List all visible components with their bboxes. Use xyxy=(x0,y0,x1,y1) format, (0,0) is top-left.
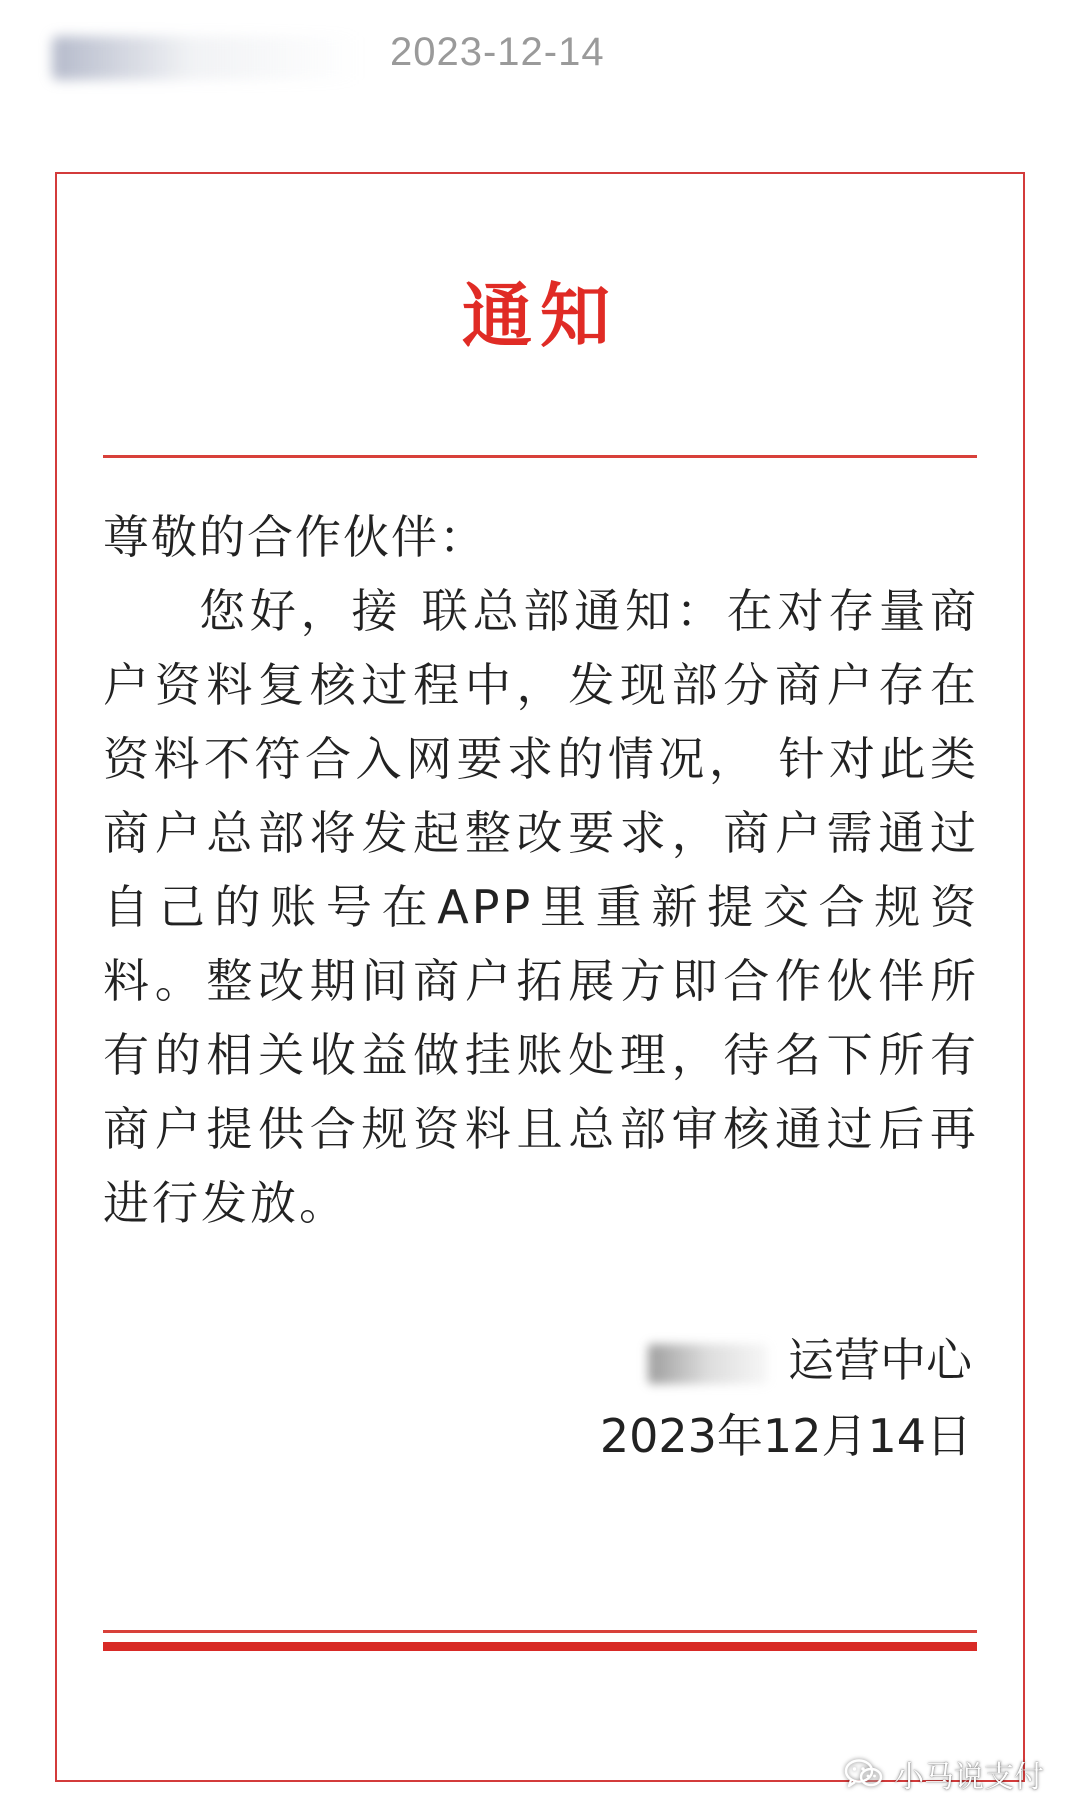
wechat-icon xyxy=(844,1758,884,1790)
title-divider xyxy=(103,455,977,458)
greeting: 尊敬的合作伙伴： xyxy=(103,510,487,564)
signature-date: 2023年12月14日 xyxy=(599,1409,972,1463)
company-name-redacted xyxy=(648,1344,768,1384)
top-bar xyxy=(0,0,1080,120)
watermark xyxy=(844,1752,1044,1796)
signature-block xyxy=(600,1322,972,1474)
notice-paragraph: 您好，接 联总部通知：在对存量商户资料复核过程中，发现部分商户存在资料不符合入网要求的情况， 针对此类商户总部将发起整改要求，商户需通过自己的账号在APP里重新提交合规资料。整改期间商户拓展方即合作伙伴所有的相关收益做挂账处理，待名下所有商户提供合规资料且总部审核通过后再进行发放。 xyxy=(103,584,979,1230)
sender-name-redacted xyxy=(52,36,362,80)
footer-divider-thin xyxy=(103,1630,977,1633)
signature-line xyxy=(600,1322,972,1398)
post-date: 2023-12-14 xyxy=(390,30,605,74)
signature-dept: 运营中心 xyxy=(788,1333,972,1387)
footer-divider-thick xyxy=(103,1642,977,1651)
notice-title: 通知 xyxy=(462,275,618,357)
notice-body xyxy=(103,500,979,1240)
watermark-text: 小马说支付 xyxy=(894,1760,1044,1795)
